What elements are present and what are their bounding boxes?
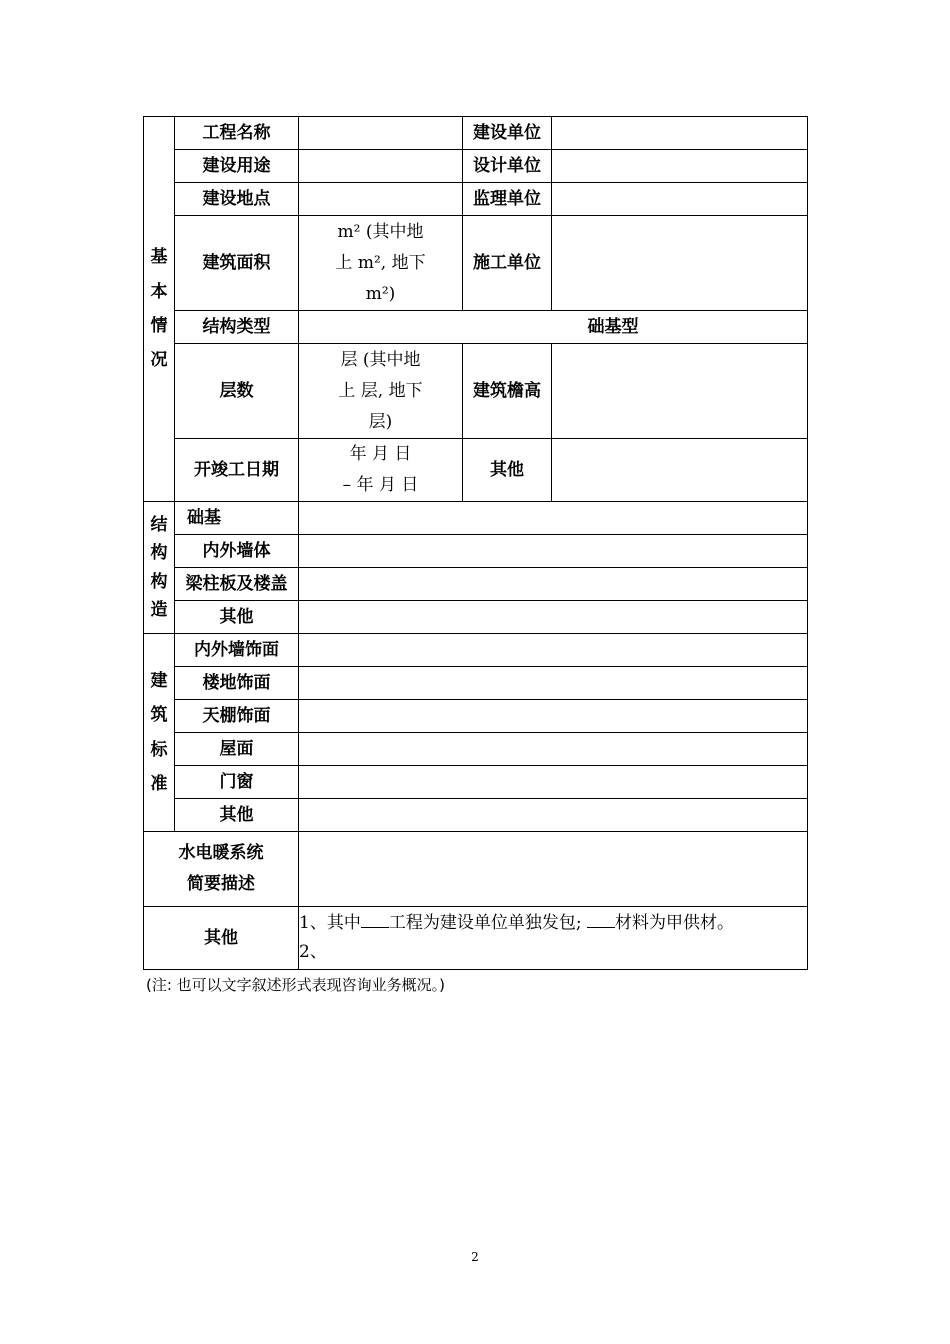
doors-windows-label: 门窗 xyxy=(175,766,299,799)
side-char: 构 xyxy=(150,571,168,592)
eave-height-label: 建筑檐高 xyxy=(463,344,552,439)
side-char: 标 xyxy=(150,739,168,760)
side-char: 建 xyxy=(150,670,168,691)
floors-line: 上 层, 地下 xyxy=(338,380,423,401)
mep-label-line: 简要描述 xyxy=(187,874,255,894)
basic-other-label: 其他 xyxy=(463,439,552,502)
side-char: 基 xyxy=(150,247,168,268)
side-char: 情 xyxy=(150,316,168,336)
footnote: (注: 也可以文字叙述形式表现咨询业务概况。) xyxy=(146,976,446,994)
dates-label: 开竣工日期 xyxy=(175,439,299,502)
project-overview-table xyxy=(143,116,808,970)
wall-finish-field[interactable] xyxy=(299,634,808,667)
others-text: 1、其中 xyxy=(299,913,361,933)
location-field[interactable] xyxy=(299,183,463,216)
floor-finish-label: 楼地饰面 xyxy=(175,667,299,700)
area-line: m²) xyxy=(365,283,396,304)
others-field[interactable] xyxy=(299,907,808,970)
others-line-1 xyxy=(299,909,807,938)
area-line: m² (其中地 xyxy=(337,221,424,242)
blank-underline[interactable] xyxy=(587,913,615,928)
walls-field[interactable] xyxy=(299,535,808,568)
location-label: 建设地点 xyxy=(175,183,299,216)
designer-field[interactable] xyxy=(552,150,808,183)
floors-field[interactable] xyxy=(299,344,463,439)
floors-line: 层 (其中地 xyxy=(340,349,421,370)
side-char: 况 xyxy=(150,350,168,371)
foundation-label: 础基 xyxy=(175,502,299,535)
floors-line: 层) xyxy=(368,411,393,432)
blank-underline[interactable] xyxy=(361,913,389,928)
floor-finish-field[interactable] xyxy=(299,667,808,700)
beams-label: 梁柱板及楼盖 xyxy=(175,568,299,601)
basic-info-side-label xyxy=(144,117,175,502)
mep-field[interactable] xyxy=(299,832,808,907)
finish-other-field[interactable] xyxy=(299,799,808,832)
contractor-field[interactable] xyxy=(552,216,808,311)
others-label: 其他 xyxy=(144,907,299,970)
side-char: 筑 xyxy=(150,705,168,726)
others-text: 工程为建设单位单独发包; xyxy=(388,913,582,933)
finish-other-label: 其他 xyxy=(175,799,299,832)
supervisor-label: 监理单位 xyxy=(463,183,552,216)
mep-label xyxy=(144,832,299,907)
basic-other-field[interactable] xyxy=(552,439,808,502)
others-line-2: 2、 xyxy=(299,942,327,962)
project-name-label: 工程名称 xyxy=(175,117,299,150)
dates-field[interactable] xyxy=(299,439,463,502)
purpose-label: 建设用途 xyxy=(175,150,299,183)
contractor-label: 施工单位 xyxy=(463,216,552,311)
ceiling-finish-field[interactable] xyxy=(299,700,808,733)
area-line: 上 m², 地下 xyxy=(335,252,426,273)
beams-field[interactable] xyxy=(299,568,808,601)
doors-windows-field[interactable] xyxy=(299,766,808,799)
dates-line: – 年 月 日 xyxy=(342,475,419,495)
structure-other-label: 其他 xyxy=(175,601,299,634)
area-field[interactable] xyxy=(299,216,463,311)
designer-label: 设计单位 xyxy=(463,150,552,183)
side-char: 构 xyxy=(150,543,168,564)
others-text: 材料为甲供材。 xyxy=(614,913,734,933)
eave-height-field[interactable] xyxy=(552,344,808,439)
foundation-type-label: 础基型 xyxy=(299,311,808,344)
structure-side-label xyxy=(144,502,175,634)
floors-label: 层数 xyxy=(175,344,299,439)
ceiling-finish-label: 天棚饰面 xyxy=(175,700,299,733)
structure-other-field[interactable] xyxy=(299,601,808,634)
side-char: 结 xyxy=(150,514,168,535)
roof-field[interactable] xyxy=(299,733,808,766)
page-number: 2 xyxy=(471,1250,479,1264)
project-name-field[interactable] xyxy=(299,117,463,150)
foundation-field[interactable] xyxy=(299,502,808,535)
owner-field[interactable] xyxy=(552,117,808,150)
roof-label: 屋面 xyxy=(175,733,299,766)
structure-type-label: 结构类型 xyxy=(175,311,299,344)
walls-label: 内外墙体 xyxy=(175,535,299,568)
purpose-field[interactable] xyxy=(299,150,463,183)
wall-finish-label: 内外墙饰面 xyxy=(175,634,299,667)
supervisor-field[interactable] xyxy=(552,183,808,216)
area-label: 建筑面积 xyxy=(175,216,299,311)
finish-side-label xyxy=(144,634,175,832)
owner-label: 建设单位 xyxy=(463,117,552,150)
dates-line: 年 月 日 xyxy=(349,444,412,464)
side-char: 本 xyxy=(150,281,168,302)
side-char: 造 xyxy=(150,599,168,620)
side-char: 准 xyxy=(150,773,168,794)
mep-label-line: 水电暖系统 xyxy=(178,843,264,863)
